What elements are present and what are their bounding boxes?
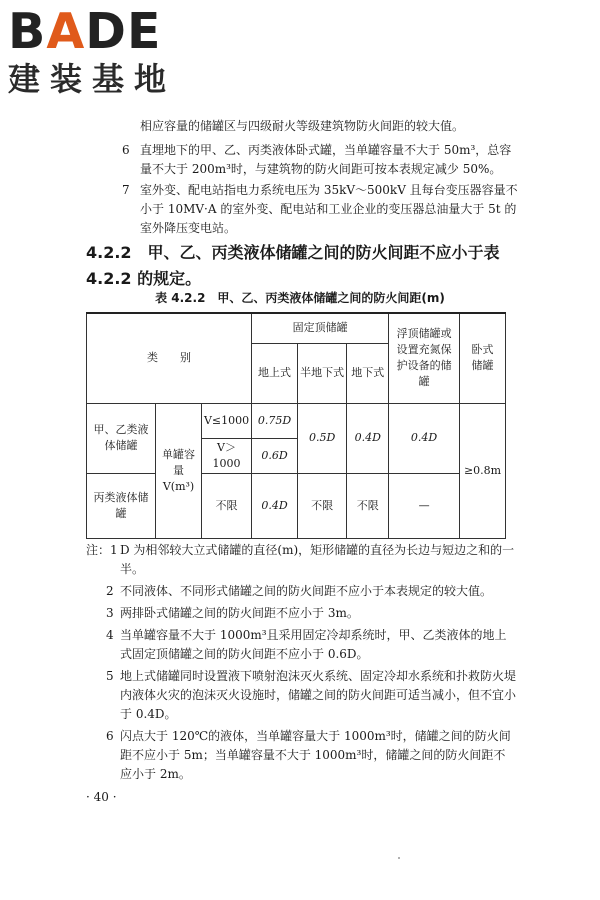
note-item: 3 两排卧式储罐之间的防火间距不应小于 3m。 (106, 606, 359, 620)
paragraph-item-7 (122, 181, 520, 238)
logo-subtitle: 建装基地 (8, 60, 177, 98)
paragraph-continuation: 相应容量的储罐区与四级耐火等级建筑物防火间距的较大值。 (140, 119, 465, 133)
condition-cell: 不限 (201, 473, 251, 538)
note-item: 4 当单罐容量不大于 1000m³且采用固定冷却系统时，甲、乙类液体的地上式固定顶储罐之间的防火间距不应小于 0.6D。 (106, 628, 507, 661)
note-item: 6 闪点大于 120℃的液体，当单罐容量大于 1000m³时，储罐之间的防火间距不应小于 5m；当单罐容量不大于 1000m³时，储罐之间的防火间距不应小于 2m。 (106, 729, 511, 781)
logo-accent-letter: A (46, 3, 86, 60)
value-cell: 0.4D (347, 403, 389, 473)
note-item: 2 不同液体、不同形式储罐之间的防火间距不应小于本表规定的较大值。 (106, 584, 493, 598)
value-cell: 不限 (297, 473, 347, 538)
value-cell: 0.75D (252, 403, 298, 438)
paragraph-number: 7 (122, 183, 130, 197)
header-category: 类 别 (87, 313, 252, 403)
value-cell: — (389, 473, 460, 538)
condition-cell: V＞1000 (201, 438, 251, 473)
section-heading: 4.2.2 甲、乙、丙类液体储罐之间的防火间距不应小于表 4.2.2 的规定。 (86, 243, 500, 288)
header-underground: 地下式 (347, 343, 389, 403)
table-caption: 表 4.2.2 甲、乙、丙类液体储罐之间的防火间距(m) (155, 291, 445, 305)
value-cell: 0.4D (252, 473, 298, 538)
page-number: · 40 · (86, 790, 117, 804)
brand-logo (8, 3, 177, 98)
paragraph-text: 室外变、配电站指电力系统电压为 35kV～500kV 且每台变压器容量不小于 10MV·A 的室外变、配电站和工业企业的变压器总油量大于 5t 的室外降压变电站。 (140, 183, 518, 235)
logo-wordmark: BADE (8, 3, 162, 60)
note-item: 注：1 D 为相邻较大立式储罐的直径(m)，矩形储罐的直径为长边与短边之和的一半。 (86, 543, 515, 576)
value-cell: 0.6D (252, 438, 298, 473)
group-a-b-liquid: 甲、乙类液体储罐 (87, 403, 156, 473)
paragraph-number: 6 (122, 143, 130, 157)
table-notes (86, 541, 516, 787)
fire-distance-table (86, 312, 506, 539)
header-floating: 浮顶储罐或设置充氮保护设备的储罐 (389, 313, 460, 403)
condition-cell: V≤1000 (201, 403, 251, 438)
header-above-ground: 地上式 (252, 343, 298, 403)
value-cell: 0.5D (297, 403, 347, 473)
header-fixed-roof: 固定顶储罐 (252, 313, 389, 343)
paragraph-text: 直埋地下的甲、乙、丙类液体卧式罐，当单罐容量不大于 50m³，总容量不大于 200m³时，与建筑物的防火间距可按本表规定减少 50%。 (140, 143, 512, 176)
value-cell: 不限 (347, 473, 389, 538)
header-horizontal: 卧式储罐 (460, 313, 506, 403)
group-c-liquid: 丙类液体储罐 (87, 473, 156, 538)
note-item: 5 地上式储罐同时设置液下喷射泡沫灭火系统、固定冷却水系统和扑救防火堤内液体火灾的泡沫灭火设施时，储罐之间的防火间距可适当减小，但不宜小于 0.4D。 (106, 669, 517, 721)
single-capacity-label: 单罐容量 V(m³) (156, 403, 202, 538)
paragraph-item-6 (122, 141, 520, 179)
value-cell: 0.4D (389, 403, 460, 473)
horizontal-value: ≥0.8m (460, 403, 506, 538)
header-semi-underground: 半地下式 (297, 343, 347, 403)
scan-speck (398, 857, 400, 859)
